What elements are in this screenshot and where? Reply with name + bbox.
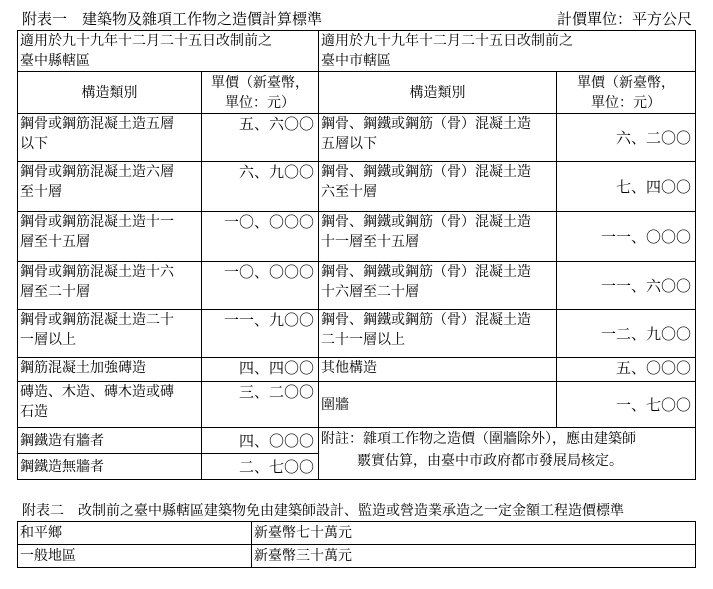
left-struct-cell: 鋼鐵造無牆者 [18, 454, 202, 480]
table-row [18, 162, 696, 212]
amount-cell: 新臺幣三十萬元 [252, 545, 696, 568]
left-price-header: 單價（新臺幣， 單位：元） [202, 72, 319, 114]
left-price-cell: 一一、九〇〇 [202, 310, 319, 358]
left-struct-header: 構造類別 [18, 72, 202, 114]
unit-label: 計價單位：平方公尺 [556, 10, 692, 28]
table-row [18, 114, 696, 162]
left-struct-cell: 鋼骨或鋼筋混凝土造六層 至十層 [18, 162, 202, 212]
table-row [18, 545, 696, 568]
right-struct-cell: 鋼骨、鋼鐵或鋼筋（骨）混凝土造 十一層至十五層 [319, 212, 557, 262]
right-struct-header: 構造類別 [319, 72, 557, 114]
right-struct-cell: 鋼骨、鋼鐵或鋼筋（骨）混凝土造 十六層至二十層 [319, 262, 557, 310]
right-price-cell: 六、二〇〇 [557, 114, 696, 162]
right-price-cell: 一二、九〇〇 [557, 310, 696, 358]
right-struct-cell: 鋼骨、鋼鐵或鋼筋（骨）混凝土造 六至十層 [319, 162, 557, 212]
right-struct-cell: 其他構造 [319, 358, 557, 382]
left-price-cell: 五、六〇〇 [202, 114, 319, 162]
note-cell: 附註：雜項工作物之造價（圍牆除外），應由建築師 覈實估算，由臺中市政府都市發展局核定。 [319, 428, 696, 480]
left-struct-cell: 鋼鐵造有牆者 [18, 428, 202, 454]
table-row [18, 212, 696, 262]
left-price-cell: 六、九〇〇 [202, 162, 319, 212]
table-row [18, 358, 696, 382]
right-scope: 適用於九十九年十二月二十五日改制前之 臺中市轄區 [319, 31, 696, 72]
left-struct-cell: 鋼骨或鋼筋混凝土造十一 層至十五層 [18, 212, 202, 262]
right-price-header: 單價（新臺幣， 單位：元） [557, 72, 696, 114]
right-struct-cell: 圍牆 [319, 382, 557, 428]
left-price-cell: 一〇、〇〇〇 [202, 262, 319, 310]
right-price-cell: 七、四〇〇 [557, 162, 696, 212]
left-price-cell: 三、二〇〇 [202, 382, 319, 428]
left-struct-cell: 鋼骨或鋼筋混凝土造五層 以下 [18, 114, 202, 162]
right-price-cell: 五、〇〇〇 [557, 358, 696, 382]
left-struct-cell: 鋼筋混凝土加強磚造 [18, 358, 202, 382]
left-price-cell: 一〇、〇〇〇 [202, 212, 319, 262]
left-price-cell: 四、四〇〇 [202, 358, 319, 382]
left-price-cell: 二、七〇〇 [202, 454, 319, 480]
left-price-cell: 四、〇〇〇 [202, 428, 319, 454]
table-row [18, 522, 696, 545]
table-row [18, 262, 696, 310]
left-scope: 適用於九十九年十二月二十五日改制前之 臺中縣轄區 [18, 31, 319, 72]
right-price-cell: 一、七〇〇 [557, 382, 696, 428]
right-price-cell: 一一、六〇〇 [557, 262, 696, 310]
scope-row [18, 31, 696, 72]
table2-title: 附表二 改制前之臺中縣轄區建築物免由建築師設計、監造或營造業承造之一定金額工程造價標準 [22, 503, 624, 519]
area-cell: 一般地區 [18, 545, 252, 568]
right-struct-cell: 鋼骨、鋼鐵或鋼筋（骨）混凝土造 二十一層以上 [319, 310, 557, 358]
amount-cell: 新臺幣七十萬元 [252, 522, 696, 545]
right-price-cell: 一一、〇〇〇 [557, 212, 696, 262]
table1-title: 附表一 建築物及雜項工作物之造價計算標準 [22, 10, 323, 28]
table-row [18, 428, 696, 454]
area-cell: 和平鄉 [18, 522, 252, 545]
table-row [18, 382, 696, 428]
left-struct-cell: 磚造、木造、磚木造或磚 石造 [18, 382, 202, 428]
left-struct-cell: 鋼骨或鋼筋混凝土造十六 層至二十層 [18, 262, 202, 310]
threshold-table [17, 521, 696, 568]
left-struct-cell: 鋼骨或鋼筋混凝土造二十 一層以上 [18, 310, 202, 358]
column-header-row [18, 72, 696, 114]
table-row [18, 310, 696, 358]
cost-table [17, 30, 696, 480]
right-struct-cell: 鋼骨、鋼鐵或鋼筋（骨）混凝土造 五層以下 [319, 114, 557, 162]
